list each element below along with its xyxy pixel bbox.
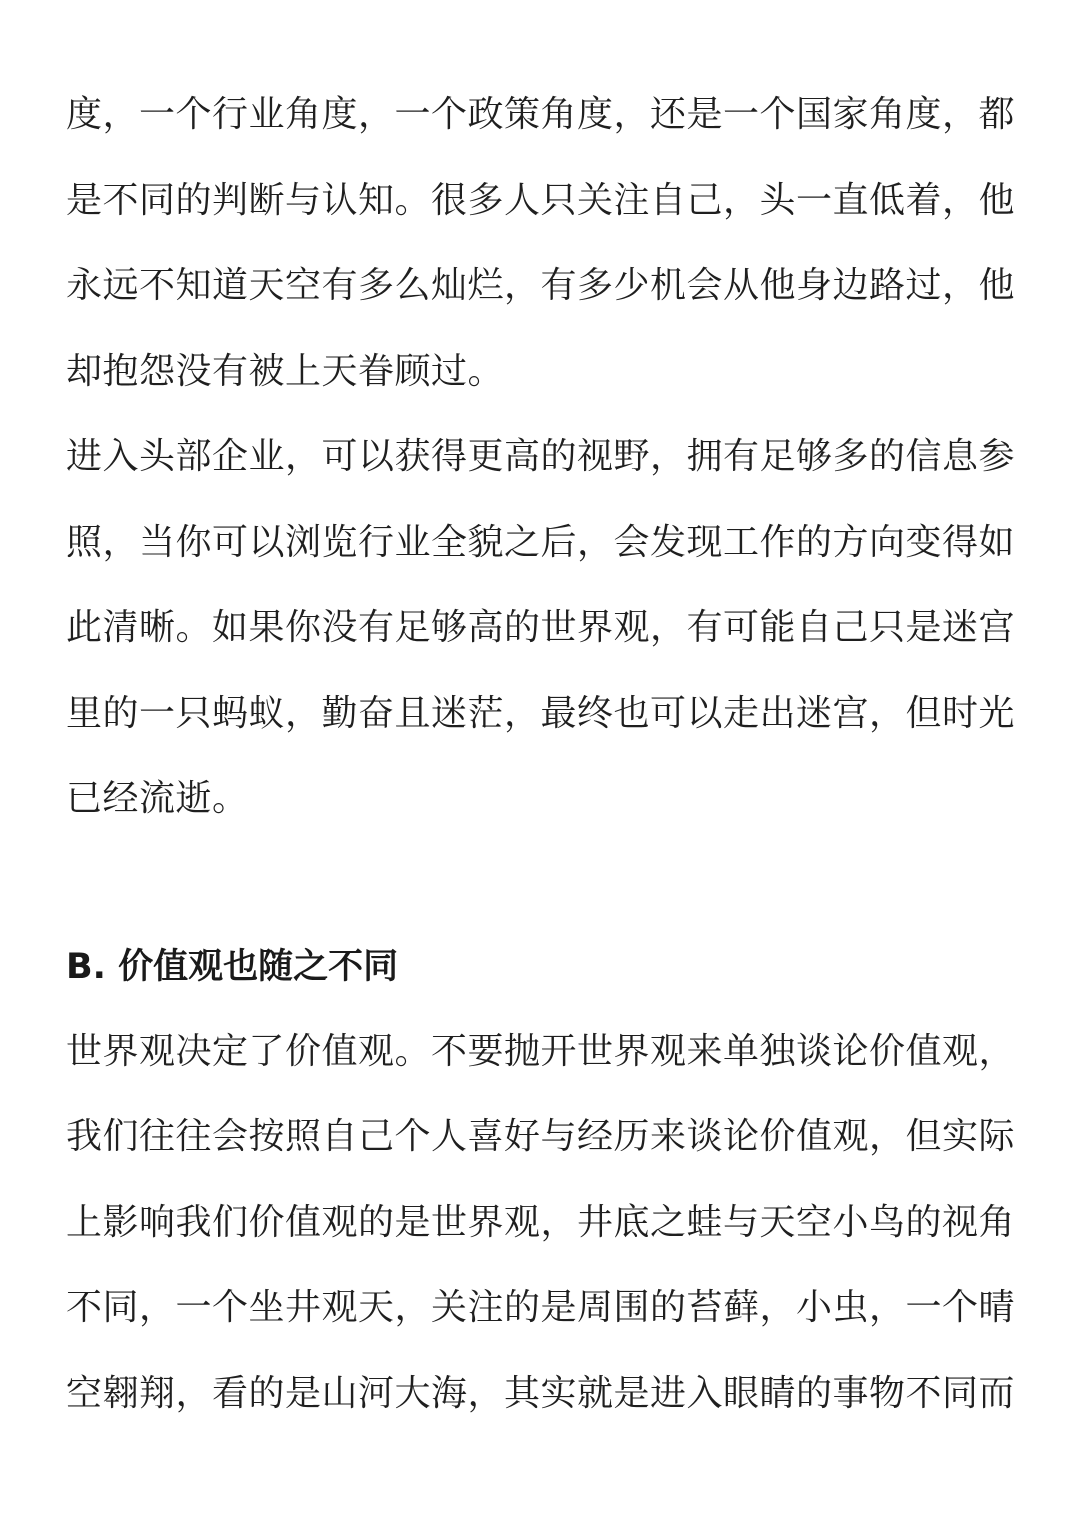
text-line: 永远不知道天空有多么灿烂，有多少机会从他身边路过，他 (66, 265, 1016, 306)
text-line: 上影响我们价值观的是世界观，井底之蛙与天空小鸟的视角 (66, 1201, 1016, 1243)
text-line: 照，当你可以浏览行业全貌之后，会发现工作的方向变得如 (66, 521, 1016, 563)
text-line: 世界观决定了价值观。不要抛开世界观来单独谈论价值观， (66, 1030, 1016, 1072)
text-line: 已经流逝。 (66, 778, 249, 819)
section-spacer (66, 842, 1026, 925)
text-line: 空翱翔，看的是山河大海，其实就是进入眼睛的事物不同而 (66, 1372, 1016, 1414)
paragraph-leading-companies (66, 414, 1026, 842)
text-line: 此清晰。如果你没有足够高的世界观，有可能自己只是迷宫 (66, 607, 1016, 648)
text-line: 却抱怨没有被上天眷顾过。 (66, 350, 505, 392)
text-line: 是不同的判断与认知。很多人只关注自己，头一直低着，他 (66, 179, 1016, 221)
text-line: 不同，一个坐井观天，关注的是周围的苔藓，小虫，一个晴 (66, 1287, 1016, 1328)
text-line: 进入头部企业，可以获得更高的视野，拥有足够多的信息参 (66, 436, 1016, 477)
text-line: 里的一只蚂蚁，勤奋且迷茫，最终也可以走出迷宫，但时光 (66, 692, 1016, 734)
paragraph-values (66, 1009, 1026, 1437)
section-heading: B. 价值观也随之不同 (66, 946, 399, 987)
text-line: 我们往往会按照自己个人喜好与经历来谈论价值观，但实际 (66, 1116, 1016, 1157)
article-body (66, 72, 1026, 1436)
paragraph-perspective (66, 72, 1026, 414)
text-line: 度，一个行业角度，一个政策角度，还是一个国家角度，都 (66, 94, 1016, 135)
